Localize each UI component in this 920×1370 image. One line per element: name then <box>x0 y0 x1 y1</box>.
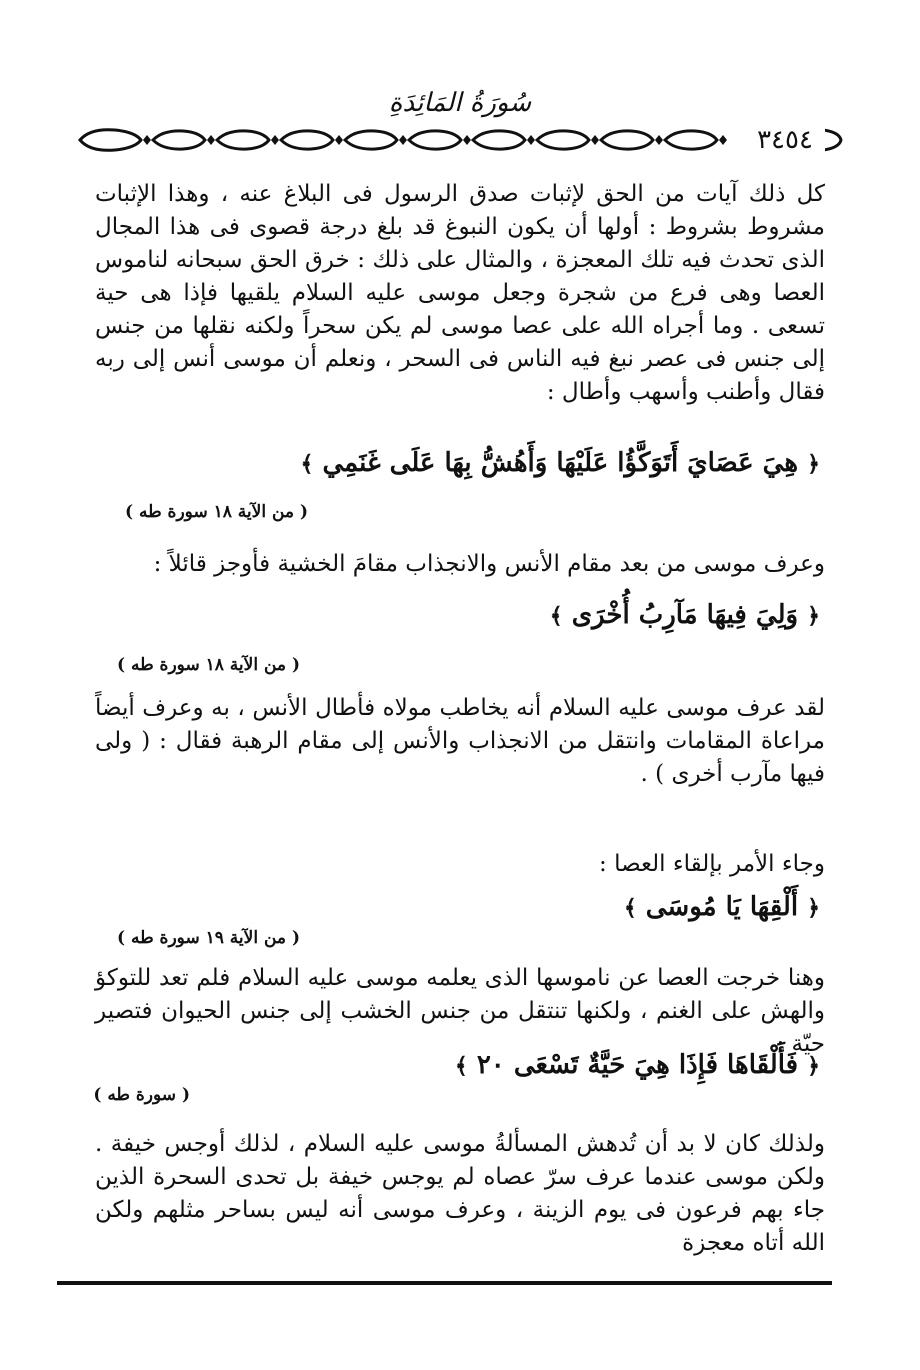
verse-text: وَلِيَ فِيهَا مَآرِبُ أُخْرَى <box>571 600 799 630</box>
verse-reference: ( من الآية ١٨ سورة طه ) <box>125 502 308 522</box>
verse-close-bracket: ﴾ <box>549 603 563 629</box>
verse-close-bracket: ﴾ <box>623 895 637 921</box>
verse-open-bracket: ﴿ <box>807 451 820 477</box>
verse-reference: ( من الآية ١٩ سورة طه ) <box>117 928 300 948</box>
verse-text: هِيَ عَصَايَ أَتَوَكَّؤُا عَلَيْهَا وَأَهُشُّ بِهَا عَلَى غَنَمِي <box>322 448 799 478</box>
verse-open-bracket: ﴿ <box>807 895 820 921</box>
verse-reference: ( سورة طه ) <box>93 1085 190 1105</box>
surah-title: سُورَةُ المَائِدَةِ <box>388 88 532 118</box>
verse-open-bracket: ﴿ <box>807 603 820 629</box>
verse-close-bracket: ﴾ <box>300 451 314 477</box>
quran-verse-2 <box>550 600 820 630</box>
verse-close-bracket: ﴾ <box>454 1053 468 1079</box>
page-number: ٣٤٥٤ <box>745 124 825 156</box>
verse-reference: ( من الآية ١٨ سورة طه ) <box>117 655 300 675</box>
verse-open-bracket: ﴿ <box>807 1053 820 1079</box>
quran-verse-3 <box>624 892 820 922</box>
paragraph-2: وعرف موسى من بعد مقام الأنس والانجذاب مقامَ الخشية فأوجز قائلاً : <box>153 551 825 577</box>
footer-divider <box>57 1281 832 1285</box>
ornamental-header-border <box>75 122 845 158</box>
quran-verse-4 <box>455 1050 820 1080</box>
paragraph-4: وجاء الأمر بإلقاء العصا : <box>599 851 825 877</box>
verse-text: فَأَلْقَاهَا فَإِذَا هِيَ حَيَّةٌ تَسْعَى ٢٠ <box>476 1050 799 1080</box>
paragraph-6: ولذلك كان لا بد أن تُدهش المسألةُ موسى عليه السلام ، لذلك أوجس خيفة . ولكن موسى عندما عرف سرّ عصاه لم يوجس خيفة بل تحدى السحرة الذين جاء بهم فرعون فى يوم الزينة ، وعرف موسى أنه ليس بساحر مثلهم ولكن الله أتاه معجزة <box>95 1131 825 1256</box>
verse-text: أَلْقِهَا يَا مُوسَى <box>645 892 799 922</box>
quran-verse-1 <box>301 448 821 478</box>
paragraph-3: لقد عرف موسى عليه السلام أنه يخاطب مولاه فأطال الأنس ، به وعرف أيضاً مراعاة المقامات وانتقل من الانجذاب والأنس إلى مقام الرهبة فقال : ( ولى فيها مآرب أخرى ) . <box>95 695 825 787</box>
paragraph-1: كل ذلك آيات من الحق لإثبات صدق الرسول فى البلاغ عنه ، وهذا الإثبات مشروط بشروط : أولها أن يكون النبوغ قد بلغ درجة قصوى فى هذا المجال الذى تحدث فيه تلك المعجزة ، والمثال على ذلك : خرق الحق سبحانه لناموس العصا وهى فرع من شجرة وجعل موسى عليه السلام يلقيها فإذا هى حية تسعى . وما أجراه الله على عصا موسى لم يكن سحراً ولكنه نقلها من جنس إلى جنس فى عصر نبغ فيه الناس فى السحر ، ونعلم أن موسى أنس إلى ربه فقال وأطنب وأسهب وأطال : <box>95 181 825 405</box>
paragraph-5: وهنا خرجت العصا عن ناموسها الذى يعلمه موسى عليه السلام فلم تعد للتوكؤ والهش على الغنم ، ولكنها تنتقل من جنس الخشب إلى جنس الحيوان فتصير حيّة : <box>95 965 825 1057</box>
